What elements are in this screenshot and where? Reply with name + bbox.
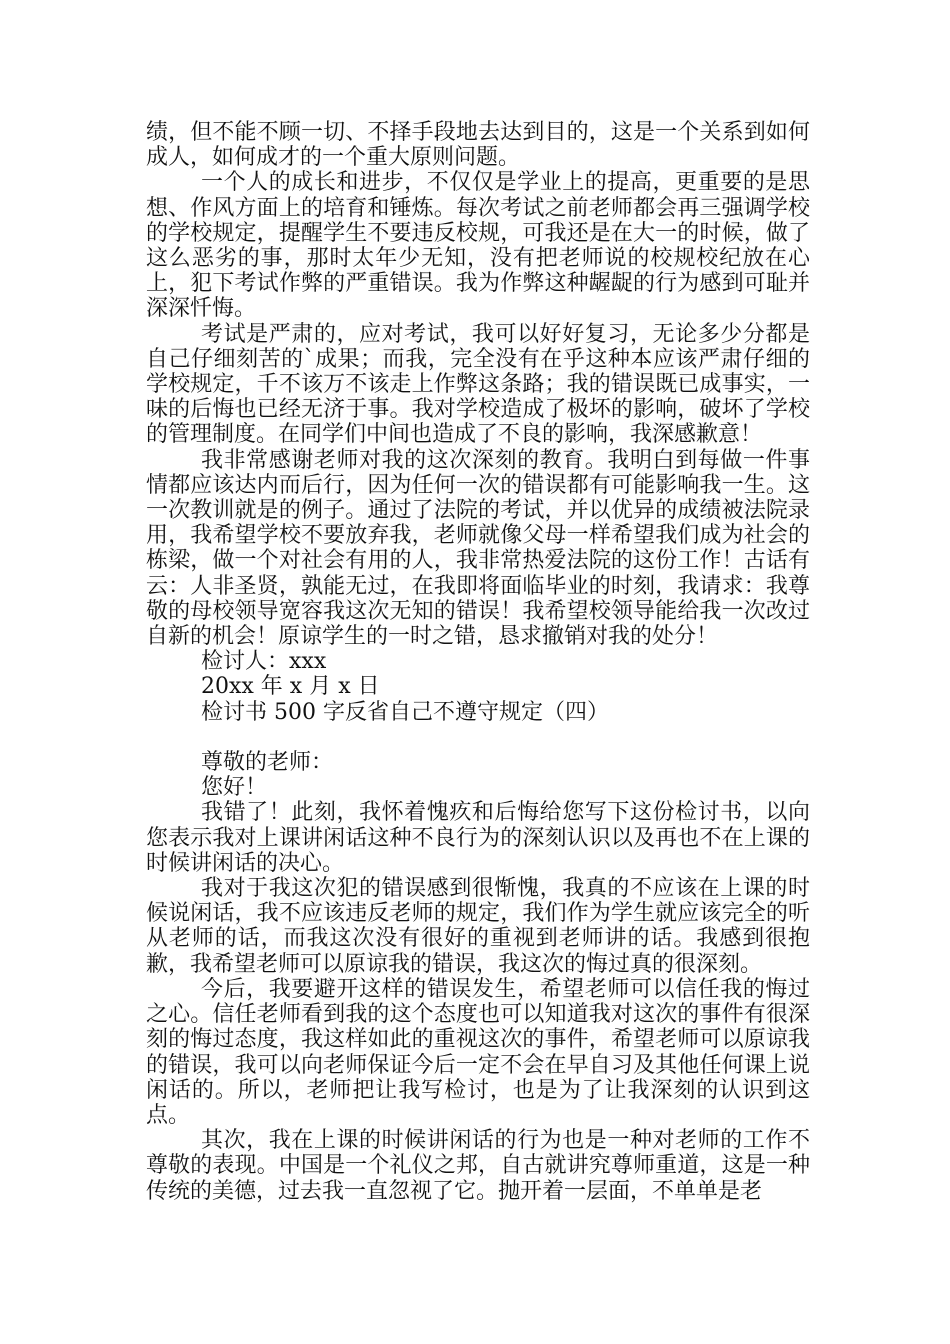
paragraph-future: 今后，我要避开这样的错误发生，希望老师可以信任我的悔过之心。信任老师看到我的这个态度也可以知道我对这次的事件有很深刻的悔过态度，我这样如此的重视这次的事件，希望老师可以原谅我的错误，我可以向老师保证今后一定不会在早自习及其他任何课上说闲话的。所以，老师把让我写检讨，也是为了让我深刻的认识到这点。 bbox=[146, 976, 810, 1128]
paragraph-continued: 绩，但不能不顾一切、不择手段地去达到目的，这是一个关系到如何成人，如何成才的一个重大原则问题。 bbox=[146, 120, 810, 171]
paragraph-regret: 我对于我这次犯的错误感到很惭愧，我真的不应该在上课的时候说闲话，我不应该违反老师的规定，我们作为学生就应该完全的听从老师的话，而我这次没有很好的重视到老师讲的话。我感到很抱歉，我希望老师可以原谅我的错误，我这次的悔过真的很深刻。 bbox=[146, 876, 810, 977]
section-title: 检讨书 500 字反省自己不遵守规定（四） bbox=[201, 699, 609, 725]
salutation-line: 尊敬的老师： bbox=[201, 750, 334, 776]
paragraph-growth: 一个人的成长和进步，不仅仅是学业上的提高，更重要的是思想、作风方面上的培育和锤炼。每次考试之前老师都会再三强调学校的学校规定，提醒学生不要违反校规，可我还是在大一的时候，做了这么恶劣的事，那时太年少无知，没有把老师说的校规校纪放在心上，犯下考试作弊的严重错误。我为作弊这种龌龊的行为感到可耻并深深忏悔。 bbox=[146, 170, 810, 322]
greeting-line: 您好！ bbox=[201, 775, 268, 801]
paragraph-exam: 考试是严肃的，应对考试，我可以好好复习，无论多少分都是自己仔细刻苦的`成果；而我，完全没有在乎这种本应该严肃仔细的学校规定，千不该万不该走上作弊这条路；我的错误既已成事实，一味的后悔也已经无济于事。我对学校造成了极坏的影响，破坏了学校的管理制度。在同学们中间也造成了不良的影响，我深感歉意！ bbox=[146, 321, 810, 448]
paragraph-thanks: 我非常感谢老师对我的这次深刻的教育。我明白到每做一件事情都应该达内而后行，因为任何一次的错误都有可能影响我一生。这一次教训就是的例子。通过了法院的考试，并以优异的成绩被法院录用，我希望学校不要放弃我，老师就像父母一样希望我们成为社会的栋梁，做一个对社会有用的人，我非常热爱法院的这份工作！古话有云：人非圣贤，孰能无过，在我即将面临毕业的时刻，我请求：我尊敬的母校领导宽容我这次无知的错误！我希望校领导能给我一次改过自新的机会！原谅学生的一时之错，恳求撤销对我的处分！ bbox=[146, 447, 810, 650]
signer-line: 检讨人：xxx bbox=[201, 649, 327, 675]
document-body bbox=[146, 120, 810, 1204]
date-line: 20xx 年 x 月 x 日 bbox=[201, 674, 380, 700]
paragraph-apology: 我错了！此刻，我怀着愧疚和后悔给您写下这份检讨书，以向您表示我对上课讲闲话这种不良行为的深刻认识以及再也不在上课的时候讲闲话的决心。 bbox=[146, 800, 810, 876]
blank-line bbox=[146, 725, 810, 750]
paragraph-respect: 其次，我在上课的时候讲闲话的行为也是一种对老师的工作不尊敬的表现。中国是一个礼仪之邦，自古就讲究尊师重道，这是一种传统的美德，过去我一直忽视了它。抛开着一层面，不单单是老 bbox=[146, 1128, 810, 1204]
